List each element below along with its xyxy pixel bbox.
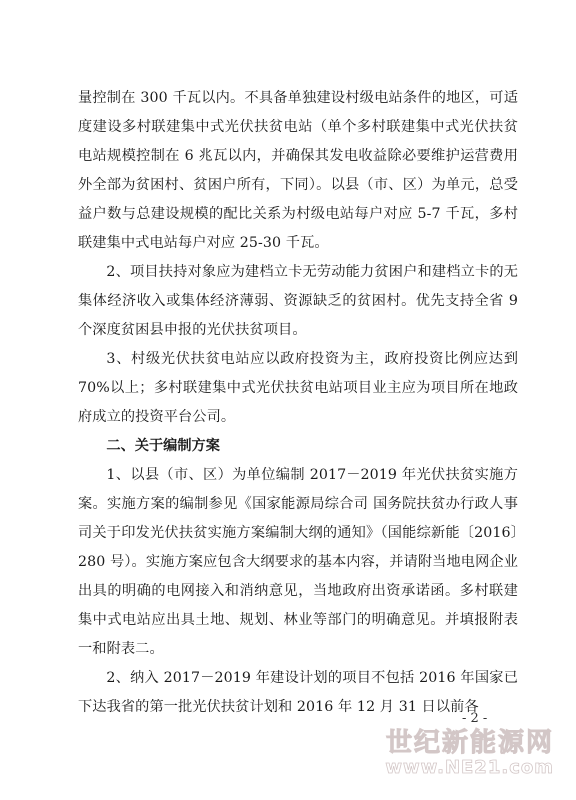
watermark-name: 世纪新能源网 xyxy=(385,728,554,758)
section-heading: 二、关于编制方案 xyxy=(106,438,220,454)
paragraph-item-3: 3、村级光伏扶贫电站应以政府投资为主，政府投资比例应达到 70%以上；多村联建集中式光伏扶贫电站项目业主应为项目所在地政府成立的投资平台公司。 xyxy=(78,351,518,425)
watermark-url: www.NE21.com xyxy=(385,757,554,778)
watermark-logo xyxy=(385,722,554,778)
paragraph-item-2: 2、项目扶持对象应为建档立卡无劳动能力贫困户和建档立卡的无集体经济收入或集体经济薄弱、资源缺乏的贫困村。优先支持全省 9 个深度贫困县申报的光伏扶贫项目。 xyxy=(78,264,518,338)
paragraph-continuation: 量控制在 300 千瓦以内。不具备单独建设村级电站条件的地区，可适度建设多村联建集中式光伏扶贫电站（单个多村联建集中式光伏扶贫电站规模控制在 6 兆瓦以内，并确保其发电收益除必要维护运营费用外全部为贫困村、贫困户所有，下同）。以县（市、区）为单元，总受益户数与总建设规模的配比关系为村级电站每户对应 5-7 千瓦，多村联建集中式电站每户对应 25-30 千瓦。 xyxy=(78,90,518,251)
document-body xyxy=(78,84,518,722)
paragraph-plan-1: 1、以县（市、区）为单位编制 2017－2019 年光伏扶贫实施方案。实施方案的编制参见《国家能源局综合司 国务院扶贫办行政人事司关于印发光伏扶贫实施方案编制大纲的通知》（国能综新能〔2016〕280 号）。实施方案应包含大纲要求的基本内容，并请附当地电网企业出具的明确的电网接入和消纳意见，当地政府出资承诺函。多村联建集中式电站应出具土地、规划、林业等部门的明确意见。并填报附表一和附表二。 xyxy=(78,467,518,657)
page-number: - 2 - xyxy=(462,711,488,726)
paragraph-plan-2: 2、纳入 2017－2019 年建设计划的项目不包括 2016 年国家已下达我省的第一批光伏扶贫计划和 2016 年 12 月 31 日以前各 xyxy=(78,670,518,715)
